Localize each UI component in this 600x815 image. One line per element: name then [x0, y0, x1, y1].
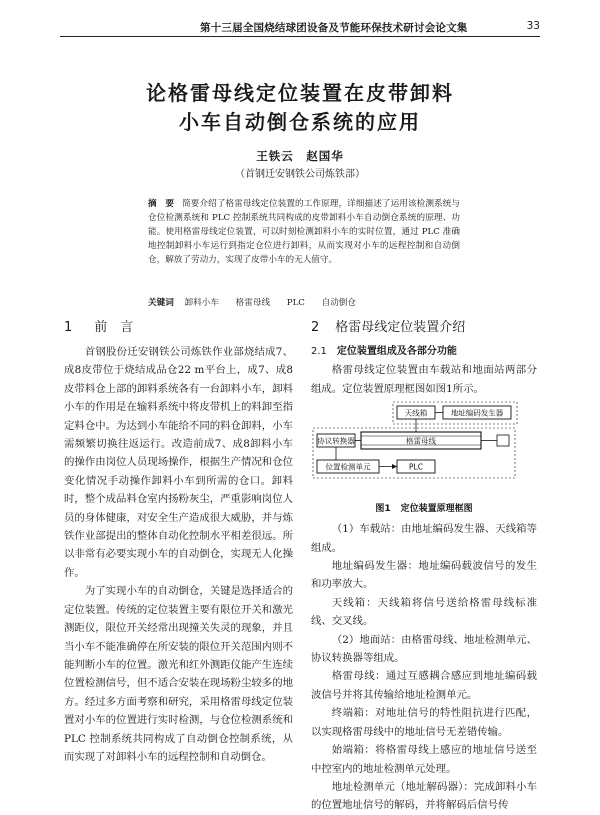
paragraph: 格雷母线定位装置由车载站和地面站两部分组成。定位装置原理框图如图1所示。 [311, 364, 537, 395]
page-number: 33 [526, 20, 540, 32]
keyword: PLC [286, 298, 305, 308]
section-2-heading [311, 317, 537, 339]
paragraph: 天线箱：天线箱将信号送给格雷母线标准线、交叉线。 [311, 596, 537, 628]
authors: 王铁云 赵国华 [256, 149, 344, 163]
paragraph: 终端箱：对地址信号的特性阻抗进行匹配，以实现格雷母线中的地址信号无差错传输。 [311, 707, 537, 738]
section-number: 1 [64, 320, 73, 335]
abstract-label: 摘 要 [148, 199, 175, 209]
affiliation: （首钢迁安钢铁公司炼铁部） [235, 169, 365, 180]
figure-number: 图1 [375, 504, 391, 515]
paragraph: 地址编码发生器：地址编码载波信号的发生和功率放大。 [311, 560, 537, 591]
section-1-heading [64, 317, 293, 339]
address-generator-label: 地址编码发生器 [450, 408, 504, 418]
subsection-title: 定位装置组成及各部分功能 [336, 346, 457, 357]
subsection-number: 2.1 [311, 346, 327, 357]
converter-label: 协议转换器 [317, 436, 355, 446]
paragraph: 始端箱：将格雷母线上感应的地址信号送至中控室内的地址检测单元处理。 [311, 744, 537, 775]
keywords [148, 296, 460, 308]
paragraph: （2）地面站：由格雷母线、地址检测单元、协议转换器等组成。 [311, 633, 537, 665]
right-column [311, 317, 537, 815]
keyword: 卸料小车 [184, 298, 219, 308]
keywords-label: 关键词 [148, 298, 174, 308]
plc-label: PLC [409, 462, 423, 472]
figure-caption-text: 定位装置原理框图 [400, 504, 473, 515]
paragraph: 为了实现小车的自动倒仓，关键是选择适合的定位装置。传统的定位装置主要有限位开关和激光测距仪，限位开关经常出现撞关失灵的现象，并且当小车不能准确停在所安装的限位开关范围内则不能判断小车的位置。激光和红外测距仪能产生连续位置检测信号，但不适合安装在现场粉尘较多的地方。经过多方面考察和研究，采用格雷母线定位装置对小车的位置进行实时检测，与仓位检测系统和 PLC 控制系统共同构成了自动倒仓控制系统，从而实现了对卸料小车的远程控制和自动倒仓。 [64, 585, 293, 763]
keyword: 格雷母线 [235, 298, 271, 308]
conference-name: 第十三届全国烧结球团设备及节能环保技术研讨会论文集 [200, 22, 468, 34]
paper-title-line2: 小车自动倒仓系统的应用 [179, 110, 421, 134]
running-header [60, 18, 540, 37]
left-column [64, 317, 293, 766]
arrow-head [392, 464, 397, 469]
paragraph: 首钢股份迁安钢铁公司炼铁作业部烧结成7、成8皮带位于烧结成品仓22 m平台上，成7、成8皮带料仓上部的卸料系统各有一台卸料小车，卸料小车的作用是在输料系统中将皮带机上的料卸至指定料仓中。为达到小车能给不同的料仓卸料，小车需频繁切换往返运行。改造前成7、成8卸料小车的操作由岗位人员现场操作，根据生产情况和仓位变化情况手动操作卸料小车到所需的仓口。卸料时，整个成品料仓室内扬粉灰尘，严重影响岗位人员的身体健康，对安全生产造成很大威胁，并与炼铁作业部提出的整体自动化控制水平相差很远。所以非常有必要实现小车的自动倒仓，实现无人化操作。 [64, 346, 293, 579]
keyword: 自动倒仓 [321, 298, 356, 308]
gray-bus-label: 格雷母线 [406, 436, 436, 446]
figure-caption [311, 500, 537, 518]
paper-title-line1: 论格雷母线定位装置在皮带卸料 [146, 81, 454, 105]
paragraph: 地址检测单元（地址解码器）：完成卸料小车的位置地址信号的解码，并将解码后信号传 [311, 780, 537, 812]
figure-1 [311, 400, 537, 520]
paragraph: 格雷母线：通过互感耦合感应到地址编码载波信号并将其传输给地址检测单元。 [311, 670, 537, 701]
section-title: 格雷母线定位装置介绍 [335, 320, 466, 335]
detector-label: 位置检测单元 [325, 462, 371, 472]
abstract [148, 197, 460, 267]
antenna-label: 天线箱 [404, 408, 428, 418]
section-title: 前 言 [94, 320, 134, 335]
terminal-box [497, 435, 509, 446]
section-number: 2 [311, 320, 320, 335]
abstract-text: 简要介绍了格雷母线定位装置的工作原理，详细描述了运用该检测系统与仓位检测系统和 PLC 控制系统共同构成的皮带卸料小车自动倒仓系统的原理、功能。使用格雷母线定位装置，可以时刻检测卸料小车的实时位置，通过 PLC 准确地控制卸料小车运行到指定仓位进行卸料，从而实现对小车的远程控制和自动倒仓，解放了劳动力，实现了皮带小车的无人值守。 [148, 199, 460, 265]
block-diagram [311, 400, 537, 500]
paragraph: （1）车载站：由地址编码发生器、天线箱等组成。 [311, 523, 537, 554]
subsection-heading [311, 343, 537, 361]
